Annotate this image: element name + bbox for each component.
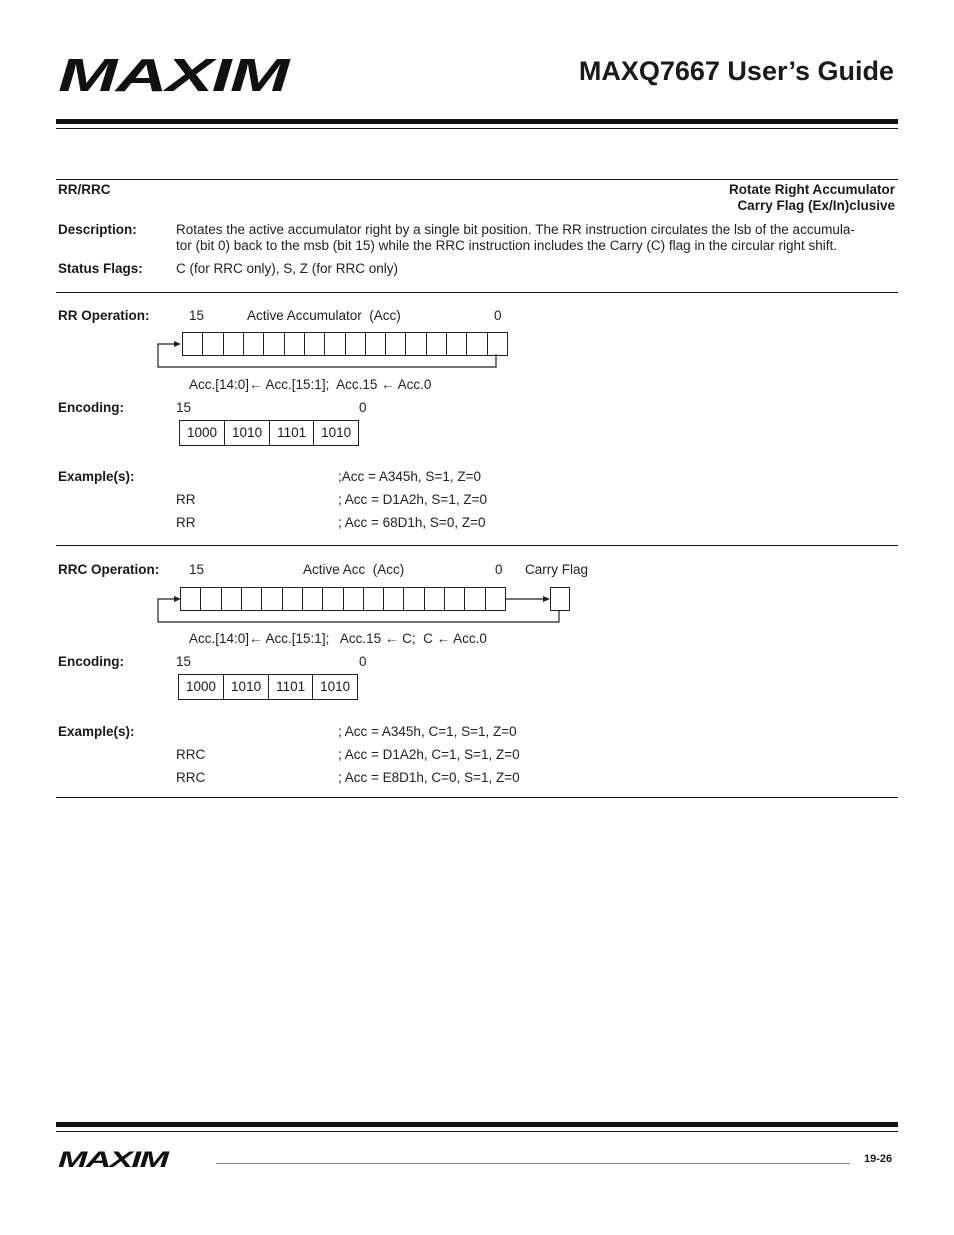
- header-rule-thick: [56, 119, 898, 124]
- rr-encoding-nibble: 1101: [270, 421, 314, 445]
- status-flags-value: C (for RRC only), S, Z (for RRC only): [176, 261, 399, 276]
- document-title: MAXQ7667 User’s Guide: [578, 56, 894, 86]
- rr-encoding-nibble: 1010: [225, 421, 270, 445]
- rr-formula: Acc.[14:0]← Acc.[15:1]; Acc.15 ← Acc.0: [189, 377, 432, 392]
- rrc-formula: Acc.[14:0]← Acc.[15:1]; Acc.15 ← C; C ← Acc.0: [189, 631, 487, 646]
- instruction-mnemonic: RR/RRC: [58, 182, 111, 197]
- instruction-name-line1: Rotate Right Accumulator: [728, 182, 895, 197]
- rr-example-comment: ; Acc = D1A2h, S=1, Z=0: [338, 492, 487, 507]
- maxim-logo: MAXIM: [58, 49, 288, 101]
- description-line2: tor (bit 0) back to the msb (bit 15) while the RRC instruction includes the Carry (C) flag in the circular right shift.: [176, 238, 837, 253]
- rrc-section-rule: [56, 545, 898, 546]
- rr-register-label: Active Accumulator (Acc): [247, 308, 401, 323]
- rrc-register-label: Active Acc (Acc): [303, 562, 405, 577]
- rrc-encoding-lo: 0: [359, 654, 367, 669]
- rrc-encoding-hi: 15: [176, 654, 192, 669]
- rr-encoding-nibble: 1010: [321, 425, 352, 440]
- rr-example-comment: ; Acc = 68D1h, S=0, Z=0: [338, 515, 486, 530]
- rr-rotate-arrow: [150, 325, 520, 375]
- rr-example-mnemonic: RR: [176, 492, 196, 507]
- rrc-rotate-arrow: [150, 580, 580, 630]
- rr-example-comment: ;Acc = A345h, S=1, Z=0: [338, 469, 481, 484]
- section-bottom-rule: [56, 797, 898, 798]
- description-line1: Rotates the active accumulator right by a single bit position. The RR instruction circulates the lsb of the accumula-: [176, 222, 855, 237]
- footer-maxim-logo: MAXIM: [58, 1147, 168, 1172]
- rrc-operation-label: RRC Operation:: [58, 562, 160, 577]
- rrc-bit-lo: 0: [495, 562, 503, 577]
- rr-encoding-lo: 0: [359, 400, 367, 415]
- footer-rule-thin: [56, 1131, 898, 1132]
- rrc-encoding-nibble: 1000: [179, 675, 224, 699]
- rrc-examples-label: Example(s):: [58, 724, 135, 739]
- rrc-encoding-nibble: 1010: [224, 675, 269, 699]
- rrc-encoding-box: [178, 674, 358, 700]
- rr-bit-lo: 0: [494, 308, 502, 323]
- rr-bit-hi: 15: [189, 308, 205, 323]
- section-top-rule: [56, 179, 898, 180]
- rrc-encoding-nibble: 1101: [269, 675, 313, 699]
- rr-section-rule: [56, 292, 898, 293]
- rr-operation-label: RR Operation:: [58, 308, 150, 323]
- footer-rule-thick: [56, 1122, 898, 1127]
- rr-encoding-hi: 15: [176, 400, 192, 415]
- rrc-encoding-nibble: 1010: [320, 679, 351, 694]
- rr-example-mnemonic: RR: [176, 515, 196, 530]
- description-label: Description:: [58, 222, 137, 237]
- rr-encoding-box: [179, 420, 359, 446]
- rrc-example-comment: ; Acc = D1A2h, C=1, S=1, Z=0: [338, 747, 520, 762]
- rrc-example-comment: ; Acc = A345h, C=1, S=1, Z=0: [338, 724, 517, 739]
- rrc-bit-hi: 15: [189, 562, 205, 577]
- header-rule-thin: [56, 128, 898, 129]
- status-flags-label: Status Flags:: [58, 261, 143, 276]
- rrc-example-mnemonic: RRC: [176, 747, 206, 762]
- rrc-encoding-label: Encoding:: [58, 654, 124, 669]
- rrc-example-comment: ; Acc = E8D1h, C=0, S=1, Z=0: [338, 770, 520, 785]
- rr-encoding-nibble: 1000: [180, 421, 225, 445]
- rrc-example-mnemonic: RRC: [176, 770, 206, 785]
- page-number: 19-26: [864, 1153, 893, 1165]
- rr-encoding-label: Encoding:: [58, 400, 124, 415]
- instruction-name-line2: Carry Flag (Ex/In)clusive: [737, 198, 895, 213]
- rr-examples-label: Example(s):: [58, 469, 135, 484]
- footer-divider: [216, 1163, 850, 1164]
- rrc-carry-flag-label: Carry Flag: [525, 562, 589, 577]
